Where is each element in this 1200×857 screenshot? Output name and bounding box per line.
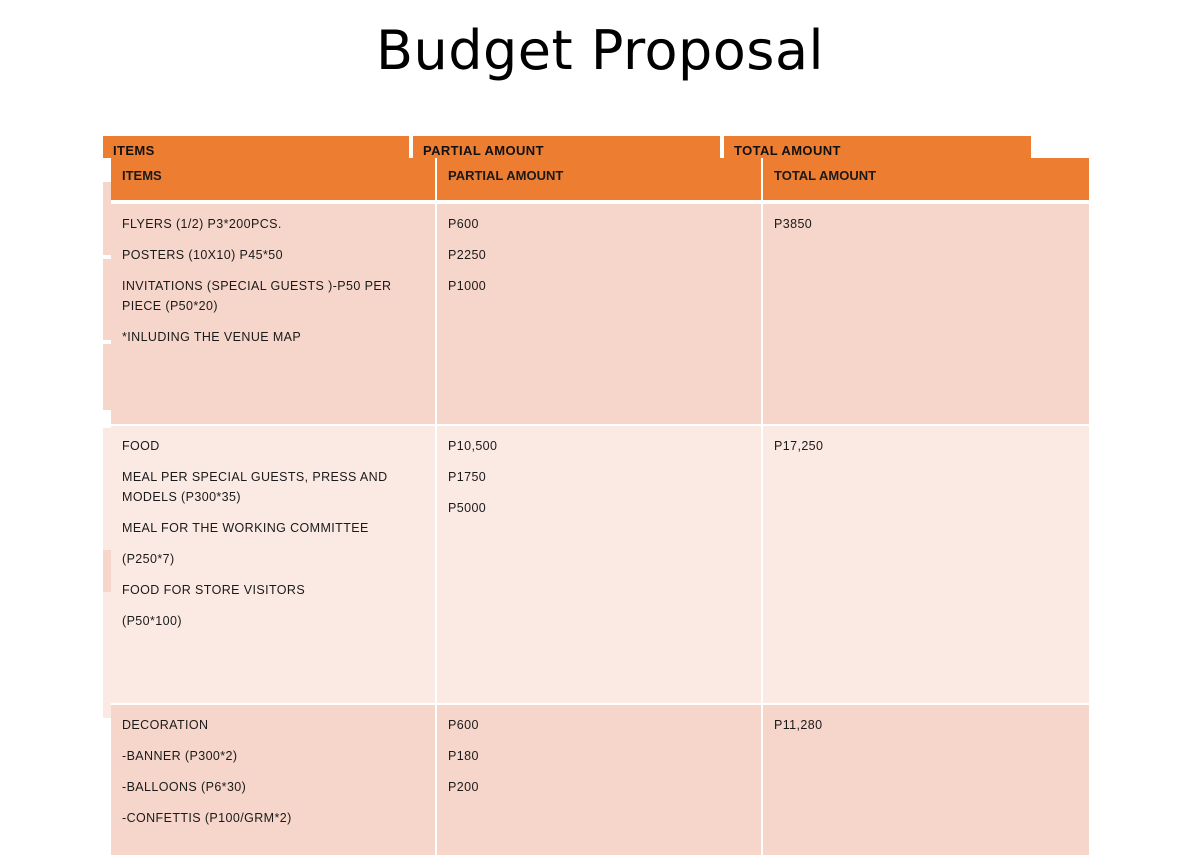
budget-table [111, 158, 1089, 857]
partial-amount: P2250 [448, 248, 487, 262]
table-row [111, 705, 1089, 857]
partial-amount: P180 [448, 749, 479, 763]
partial-amount: P200 [448, 780, 479, 794]
item-line: POSTERS (10X10) P45*50 [122, 248, 283, 262]
item-line: -BANNER (P300*2) [122, 749, 238, 763]
bg-header-items: ITEMS [103, 136, 409, 158]
item-line: MEAL FOR THE WORKING COMMITTEE [122, 521, 369, 535]
bg-header-total-amount: TOTAL AMOUNT [724, 136, 1031, 158]
bg-strip-gap [103, 255, 111, 259]
background-table-header [103, 136, 1035, 158]
header-total-amount: TOTAL AMOUNT [763, 158, 1089, 200]
item-line: FOOD FOR STORE VISITORS [122, 583, 306, 597]
partial-amount-cell [437, 426, 763, 703]
partial-amount: P1000 [448, 279, 487, 293]
total-amount: P3850 [774, 217, 813, 231]
table-row [111, 426, 1089, 705]
bg-strip-gap [103, 410, 111, 428]
item-line: -CONFETTIS (P100/GRM*2) [122, 811, 292, 825]
total-amount-cell [763, 426, 1089, 703]
bg-strip [103, 182, 111, 410]
total-amount: P11,280 [774, 718, 823, 732]
items-cell [111, 204, 437, 424]
bg-strip [103, 550, 111, 592]
total-amount-cell [763, 204, 1089, 424]
table-header [111, 158, 1089, 204]
partial-amount: P600 [448, 718, 479, 732]
items-cell [111, 705, 437, 855]
item-line: MEAL PER SPECIAL GUESTS, PRESS AND MODELS (P300*35) [122, 470, 388, 504]
partial-amount-cell [437, 705, 763, 855]
bg-strip-gap [103, 340, 111, 344]
item-line: DECORATION [122, 718, 209, 732]
table-row [111, 204, 1089, 426]
item-line: (P250*7) [122, 552, 175, 566]
header-items: ITEMS [111, 158, 437, 200]
total-amount-cell [763, 705, 1089, 855]
partial-amount: P600 [448, 217, 479, 231]
item-line: FLYERS (1/2) P3*200PCS. [122, 217, 282, 231]
items-cell [111, 426, 437, 703]
item-line: *INLUDING THE VENUE MAP [122, 330, 302, 344]
partial-amount: P5000 [448, 501, 487, 515]
background-table [103, 136, 1035, 158]
bg-header-partial-amount: PARTIAL AMOUNT [413, 136, 720, 158]
item-line: INVITATIONS (SPECIAL GUESTS )-P50 PER PIECE (P50*20) [122, 279, 392, 313]
slide-title: Budget Proposal [375, 19, 825, 82]
partial-amount: P10,500 [448, 439, 498, 453]
partial-amount: P1750 [448, 470, 487, 484]
partial-amount-cell [437, 204, 763, 424]
item-line: -BALLOONS (P6*30) [122, 780, 247, 794]
item-line: (P50*100) [122, 614, 182, 628]
header-partial-amount: PARTIAL AMOUNT [437, 158, 763, 200]
item-line: FOOD [122, 439, 160, 453]
total-amount: P17,250 [774, 439, 824, 453]
